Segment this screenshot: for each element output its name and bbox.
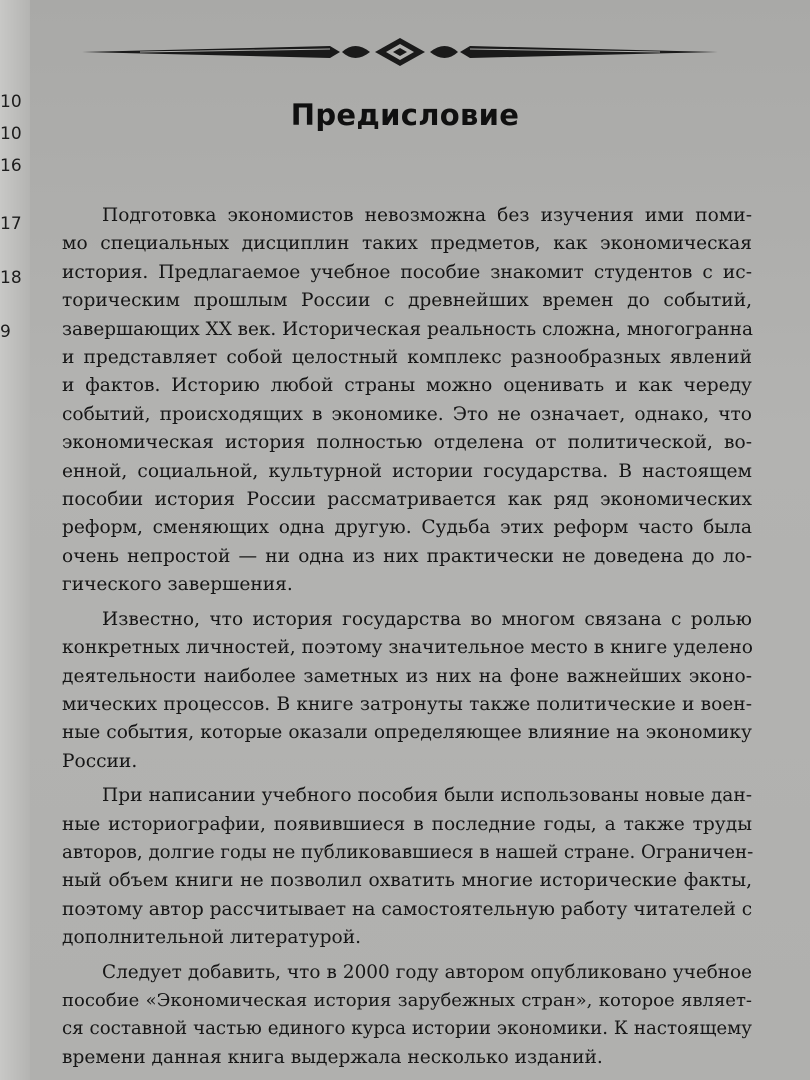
text-line: ные историографии, появившиеся в последние годы, а также труды [62,813,752,835]
text-line: очень непростой — ни одна из них практически не доведена до ло- [62,545,752,567]
text-line: история. Предлагаемое учебное пособие знакомит студентов с ис- [62,261,752,283]
text-line: и фактов. Историю любой страны можно оценивать и как череду [62,375,752,397]
text-line: ный объем книги не позволил охватить многие исторические факты, [62,870,752,892]
text-line: Известно, что история государства во многом связана с ролью [102,608,752,630]
text-line: и представляет собой целостный комплекс разнообразных явлений [62,347,752,369]
page-title: Предисловие [290,98,520,132]
paragraph-1 [62,202,752,600]
text-line: гического завершения. [62,574,293,596]
text-line: событий, происходящих в экономике. Это не означает, однако, что [62,403,752,425]
text-line: деятельности наиболее заметных из них на фоне важнейших эконо- [62,665,752,687]
text-line: При написании учебного пособия были использованы новые дан- [102,785,752,807]
text-line: Следует добавить, что в 2000 году автором опубликовано учебное [102,961,752,983]
text-line: экономическая история полностью отделена от политической, во- [62,432,752,454]
text-line: Подготовка экономистов невозможна без изучения ими поми- [102,205,752,226]
ornament-divider-icon [80,34,720,70]
text-line: реформ, сменяющих одна другую. Судьба этих реформ часто была [62,517,752,539]
text-line: России. [62,750,138,772]
margin-number: 9 [0,322,11,342]
margin-number: 16 [0,156,22,176]
text-line: конкретных личностей, поэтому значительное место в книге уделено [62,637,753,659]
text-line: мо специальных дисциплин таких предметов, как экономическая [62,233,752,255]
text-line: торическим прошлым России с древнейших времен до событий, [62,290,752,312]
body-text [62,202,752,1078]
text-line: дополнительной литературой. [62,927,362,949]
paragraph-4 [62,959,752,1073]
text-line: енной, социальной, культурной истории государства. В настоящем [62,460,752,482]
margin-number: 18 [0,268,22,288]
paragraph-2 [62,606,752,776]
text-line: авторов, долгие годы не публиковавшиеся в нашей стране. Ограничен- [62,841,754,863]
margin-number: 10 [0,124,22,144]
paragraph-3 [62,782,752,952]
margin-number: 17 [0,214,22,234]
margin-number: 10 [0,92,22,112]
text-line: ся составной частью единого курса истории экономики. К настоящему [62,1018,752,1040]
text-line: времени данная книга выдержала несколько изданий. [62,1046,603,1068]
text-line: завершающих XX век. Историческая реальность сложна, многогранна [62,318,754,340]
text-line: мических процессов. В книге затронуты также политические и воен- [62,693,752,715]
text-line: пособии история России рассматривается как ряд экономических [62,489,752,511]
text-line: поэтому автор рассчитывает на самостоятельную работу читателей с [62,898,753,920]
text-line: пособие «Экономическая история зарубежных стран», которое являет- [62,989,752,1011]
text-line: ные события, которые оказали определяющее влияние на экономику [62,722,752,744]
